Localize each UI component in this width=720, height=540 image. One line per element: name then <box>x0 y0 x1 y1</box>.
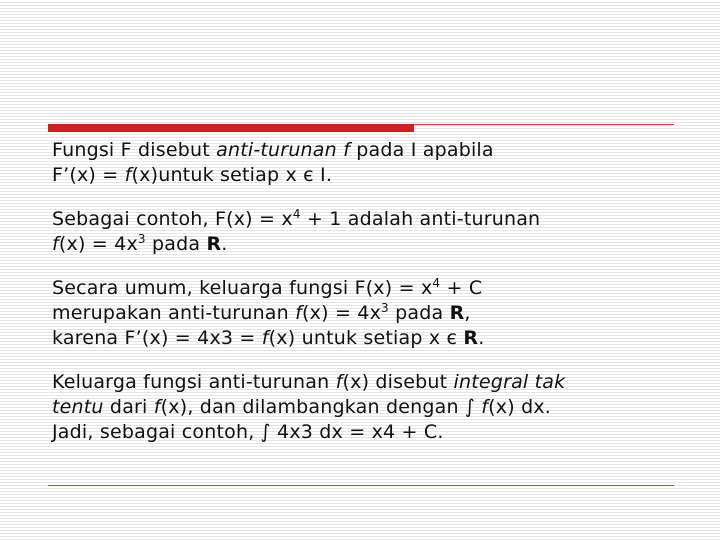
italic-term: f <box>124 164 132 186</box>
italic-term: f <box>481 396 489 418</box>
text-run: Fungsi F disebut <box>52 139 217 161</box>
text-run: (x) disebut <box>342 371 454 393</box>
text-run: Sebagai contoh, F(x) = x <box>52 208 293 230</box>
text-run: + 1 adalah anti-turunan <box>300 208 541 230</box>
text-run: Jadi, sebagai contoh, ∫ 4x3 dx = x4 + C. <box>52 421 444 443</box>
text-run: pada <box>145 233 207 255</box>
text-line <box>52 326 682 351</box>
italic-term: tentu <box>52 396 104 418</box>
bold-symbol: R <box>449 302 465 324</box>
text-line <box>52 138 682 163</box>
text-run: dari <box>103 396 154 418</box>
superscript: 4 <box>432 276 441 290</box>
italic-term: anti-turunan f <box>216 139 351 161</box>
text-line <box>52 301 682 326</box>
text-run: pada I apabila <box>350 139 494 161</box>
text-line <box>52 232 682 257</box>
text-run: merupakan anti-turunan <box>52 302 296 324</box>
text-line <box>52 163 682 188</box>
paragraph-example <box>52 207 682 257</box>
italic-term: f <box>295 302 303 324</box>
text-run: (x), dan dilambangkan dengan ∫ <box>160 396 482 418</box>
superscript: 4 <box>292 207 301 221</box>
text-run: . <box>478 327 485 349</box>
paragraph-general-family <box>52 276 682 351</box>
title-divider-line <box>414 124 674 125</box>
superscript: 3 <box>381 301 389 315</box>
text-line <box>52 395 682 420</box>
bold-symbol: R <box>206 233 222 255</box>
text-run: . <box>221 233 228 255</box>
paragraph-definition <box>52 138 682 188</box>
text-run: (x) untuk setiap x є <box>268 327 464 349</box>
text-run: pada <box>388 302 450 324</box>
title-accent-bar <box>48 124 414 132</box>
bold-symbol: R <box>463 327 479 349</box>
text-run: + C <box>440 277 483 299</box>
text-run: karena F’(x) = 4x3 = <box>52 327 262 349</box>
text-run: Keluarga fungsi anti-turunan <box>52 371 336 393</box>
paragraph-indefinite-integral <box>52 370 682 445</box>
text-run: , <box>464 302 471 324</box>
text-run: (x)untuk setiap x є I. <box>131 164 333 186</box>
text-line <box>52 370 682 395</box>
text-line <box>52 276 682 301</box>
text-run: (x) dx. <box>488 396 552 418</box>
italic-term: f <box>335 371 343 393</box>
superscript: 3 <box>137 232 146 246</box>
text-run: (x) = 4x <box>58 233 138 255</box>
text-line <box>52 420 682 445</box>
italic-term: f <box>153 396 161 418</box>
text-run: Secara umum, keluarga fungsi F(x) = x <box>52 277 433 299</box>
text-line <box>52 207 682 232</box>
text-run: (x) = 4x <box>302 302 382 324</box>
slide-content <box>52 138 682 464</box>
text-run: F’(x) = <box>52 164 125 186</box>
italic-term: f <box>261 327 269 349</box>
italic-term: integral tak <box>453 371 566 393</box>
italic-term: f <box>52 233 59 255</box>
footer-divider-line <box>48 485 674 486</box>
